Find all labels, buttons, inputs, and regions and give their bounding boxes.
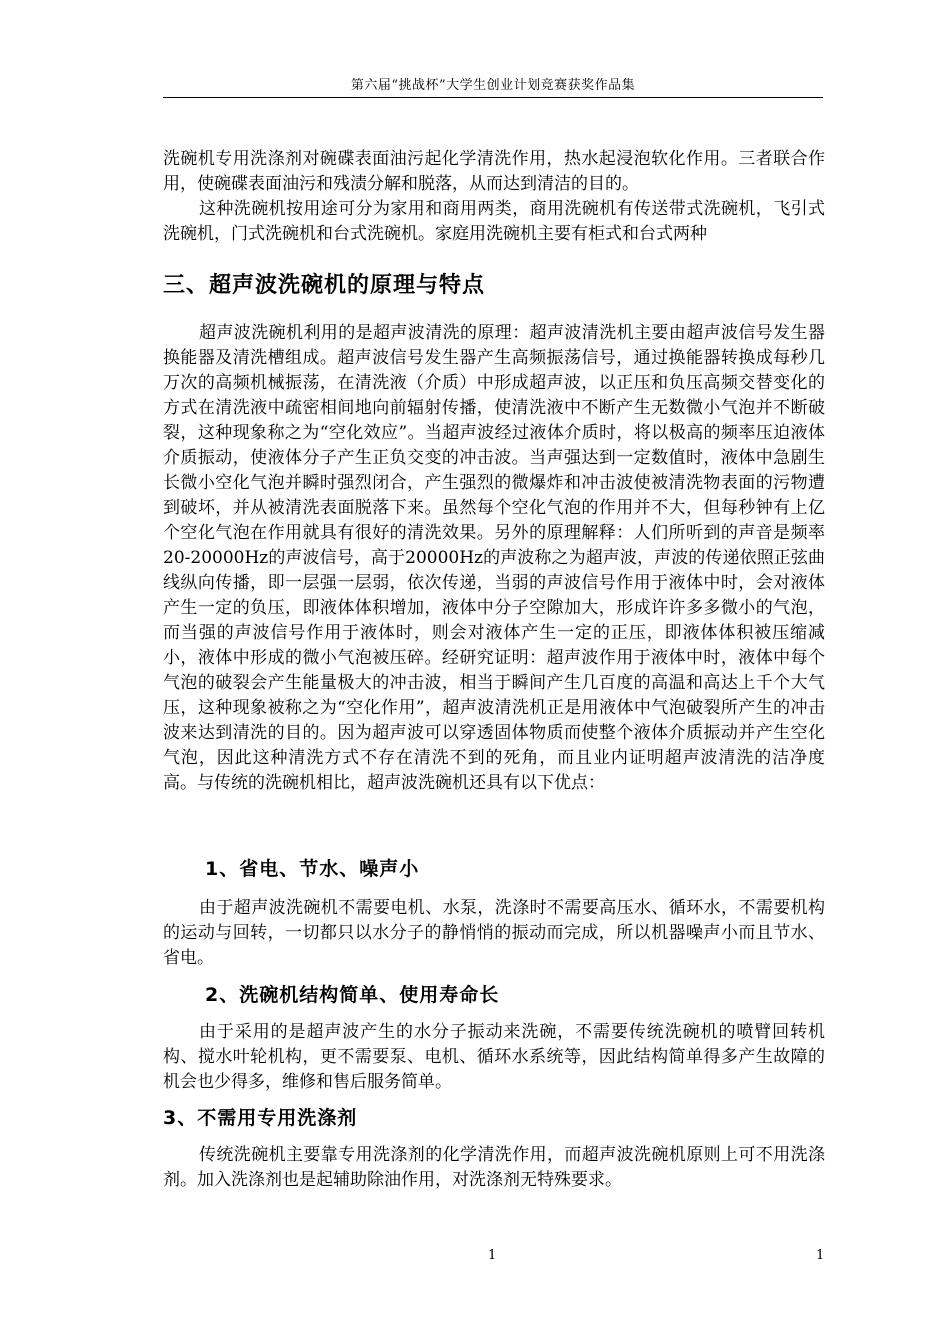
section-3-body [163, 321, 825, 796]
advantage-1-body [163, 896, 825, 971]
intro-paragraph-1: 洗碗机专用洗涤剂对碗碟表面油污起化学清洗作用，热水起浸泡软化作用。三者联合作用，使碗碟表面油污和残渍分解和脱落，从而达到清洁的目的。 [163, 149, 825, 194]
intro-block [163, 147, 825, 247]
page-number-center: 1 [488, 1248, 497, 1263]
section-3-heading: 三、超声波洗碗机的原理与特点 [163, 273, 486, 298]
advantage-2-heading: 2、洗碗机结构简单、使用寿命长 [205, 984, 500, 1006]
advantage-3-paragraph: 传统洗碗机主要靠专用洗涤剂的化学清洗作用，而超声波洗碗机原则上可不用洗涤剂。加入洗涤剂也是起辅助除油作用，对洗涤剂无特殊要求。 [163, 1145, 825, 1190]
running-header: 第六届“挑战杯”大学生创业计划竞赛获奖作品集 [350, 78, 636, 93]
advantage-3-heading: 3、不需用专用洗涤剂 [163, 1107, 358, 1129]
advantage-2-paragraph: 由于采用的是超声波产生的水分子振动来洗碗，不需要传统洗碗机的喷臂回转机构、搅水叶轮机构，更不需要泵、电机、循环水系统等，因此结构简单得多产生故障的机会也少得多，维修和售后服务简单。 [163, 1022, 825, 1092]
page-number-right: 1 [816, 1248, 825, 1263]
advantage-1-paragraph: 由于超声波洗碗机不需要电机、水泵，洗涤时不需要高压水、循环水，不需要机构的运动与回转，一切都只以水分子的静悄悄的振动而完成，所以机器噪声小而且节水、省电。 [163, 898, 825, 968]
advantage-2-body [163, 1020, 825, 1095]
header-rule [163, 97, 823, 98]
advantage-1-heading: 1、省电、节水、噪声小 [205, 858, 420, 880]
section-3-paragraph: 超声波洗碗机利用的是超声波清洗的原理：超声波清洗机主要由超声波信号发生器换能器及清洗槽组成。超声波信号发生器产生高频振荡信号，通过换能器转换成每秒几万次的高频机械振荡，在清洗液（介质）中形成超声波，以正压和负压高频交替变化的方式在清洗液中疏密相间地向前辐射传播，使清洗液中不断产生无数微小气泡并不断破裂，这种现象称之为“空化效应”。当超声波经过液体介质时，将以极高的频率压迫液体介质振动，使液体分子产生正负交变的冲击波。当声强达到一定数值时，液体中急剧生长微小空化气泡并瞬时强烈闭合，产生强烈的微爆炸和冲击波使被清洗物表面的污物遭到破坏，并从被清洗表面脱落下来。虽然每个空化气泡的作用并不大，但每秒钟有上亿个空化气泡在作用就具有很好的清洗效果。另外的原理解释：人们所听到的声音是频率20-20000Hz的声波信号，高于20000Hz的声波称之为超声波，声波的传递依照正弦曲线纵向传播，即一层强一层弱，依次传递，当弱的声波信号作用于液体中时，会对液体产生一定的负压，即液体体积增加，液体中分子空隙加大，形成许许多多微小的气泡，而当强的声波信号作用于液体时，则会对液体产生一定的正压，即液体体积被压缩减小，液体中形成的微小气泡被压碎。经研究证明：超声波作用于液体中时，液体中每个气泡的破裂会产生能量极大的冲击波，相当于瞬间产生几百度的高温和高达上千个大气压，这种现象被称之为“空化作用”，超声波清洗机正是用液体中气泡破裂所产生的冲击波来达到清洗的目的。因为超声波可以穿透固体物质而使整个液体介质振动并产生空化气泡，因此这种清洗方式不存在清洗不到的死角，而且业内证明超声波清洗的洁净度高。与传统的洗碗机相比，超声波洗碗机还具有以下优点： [163, 323, 825, 793]
intro-paragraph-2: 这种洗碗机按用途可分为家用和商用两类，商用洗碗机有传送带式洗碗机，飞引式洗碗机，门式洗碗机和台式洗碗机。家庭用洗碗机主要有柜式和台式两种 [163, 199, 825, 244]
advantage-3-body [163, 1143, 825, 1193]
